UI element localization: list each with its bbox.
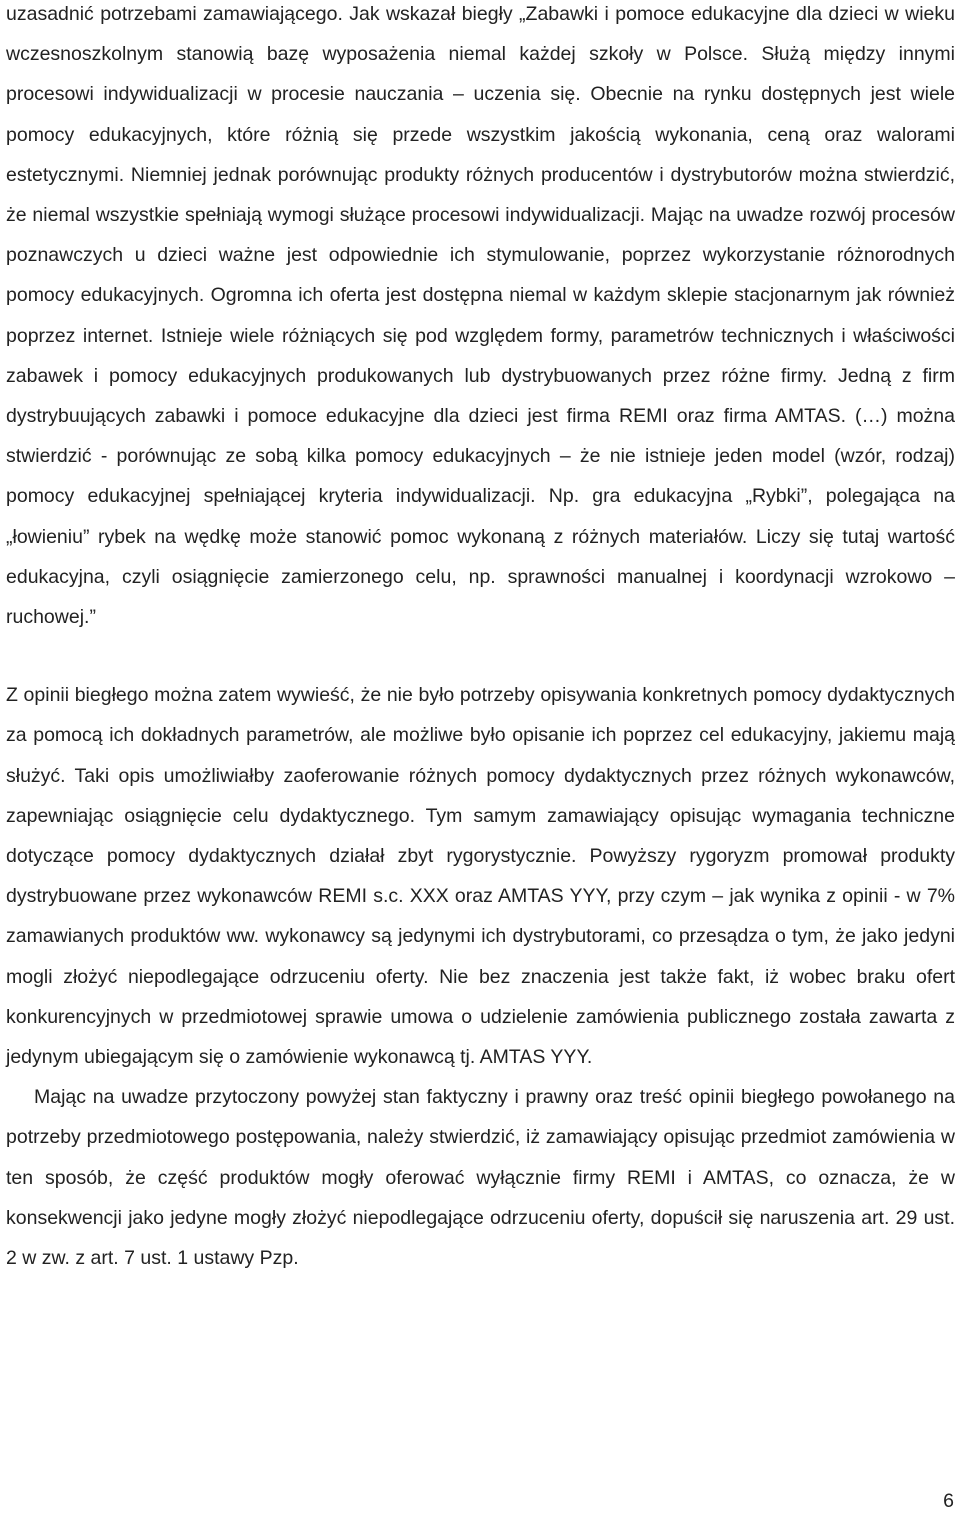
paragraph-legal-finding: Mając na uwadze przytoczony powyżej stan faktyczny i prawny oraz treść opinii biegłego powołanego na potrzeby przedmiotowego postępowania, należy stwierdzić, iż zamawiający opisując przedmiot zamówienia w ten sposób, że część produktów mogły oferować wyłącznie firmy REMI i AMTAS, co oznacza, że w konsekwencji jako jedyne mogły złożyć niepodlegające odrzuceniu oferty, dopuścił się naruszenia art. 29 ust. 2 w zw. z art. 7 ust. 1 ustawy Pzp. [6,1086,955,1270]
paragraph-conclusion-from-opinion: Z opinii biegłego można zatem wywieść, że nie było potrzeby opisywania konkretnych pomocy dydaktycznych za pomocą ich dokładnych parametrów, ale możliwe było opisanie ich poprzez cel edukacyjny, jakiemu mają służyć. Taki opis umożliwiałby zaoferowanie różnych pomocy dydaktycznych przez różnych wykonawców, zapewniając osiągnięcie celu dydaktycznego. Tym samym zamawiający opisując wymagania techniczne dotyczące pomocy dydaktycznych działał zbyt rygorystycznie. Powyższy rygoryzm promował produkty dystrybuowane przez wykonawców REMI s.c. XXX oraz AMTAS YYY, przy czym – jak wynika z opinii - w 7% zamawianych produktów ww. wykonawcy są jedynymi ich dystrybutorami, co przesądza o tym, że jako jedyni mogli złożyć niepodlegające odrzuceniu oferty. Nie bez znaczenia jest także fakt, iż wobec braku ofert konkurencyjnych w przedmiotowej sprawie umowa o udzielenie zamówienia publicznego została zawarta z jedynym ubiegającym się o zamówienie wykonawcą tj. AMTAS YYY. [6,684,955,1069]
page-number: 6 [943,1490,954,1512]
paragraph-expert-opinion-quote: uzasadnić potrzebami zamawiającego. Jak wskazał biegły „Zabawki i pomoce edukacyjne dla dzieci w wieku wczesnoszkolnym stanowią bazę wyposażenia niemal każdej szkoły w Polsce. Służą między innymi procesowi indywidualizacji w procesie nauczania – uczenia się. Obecnie na rynku dostępnych jest wiele pomocy edukacyjnych, które różnią się przede wszystkim jakością wykonania, ceną oraz walorami estetycznymi. Niemniej jednak porównując produkty różnych producentów i dystrybutorów można stwierdzić, że niemal wszystkie spełniają wymogi służące procesowi indywidualizacji. Mając na uwadze rozwój procesów poznawczych u dzieci ważne jest odpowiednie ich stymulowanie, poprzez wykorzystanie różnorodnych pomocy edukacyjnych. Ogromna ich oferta jest dostępna niemal w każdym sklepie stacjonarnym jak również poprzez internet. Istnieje wiele różniących się pod względem formy, parametrów technicznych i właściwości zabawek i pomocy edukacyjnych produkowanych lub dystrybuowanych przez różne firmy. Jedną z firm dystrybuujących zabawki i pomoce edukacyjne dla dzieci jest firma REMI oraz firma AMTAS. (…) można stwierdzić - porównując ze sobą kilka pomocy edukacyjnych – że nie istnieje jeden model (wzór, rodzaj) pomocy edukacyjnej spełniającej kryteria indywidualizacji. Np. gra edukacyjna „Rybki”, polegająca na „łowieniu” rybek na wędkę może stanowić pomoc wykonaną z różnych materiałów. Liczy się tutaj wartość edukacyjna, czyli osiągnięcie zamierzonego celu, np. sprawności manualnej i koordynacji wzrokowo – ruchowej.” [6,3,955,629]
document-page [6,0,955,1278]
